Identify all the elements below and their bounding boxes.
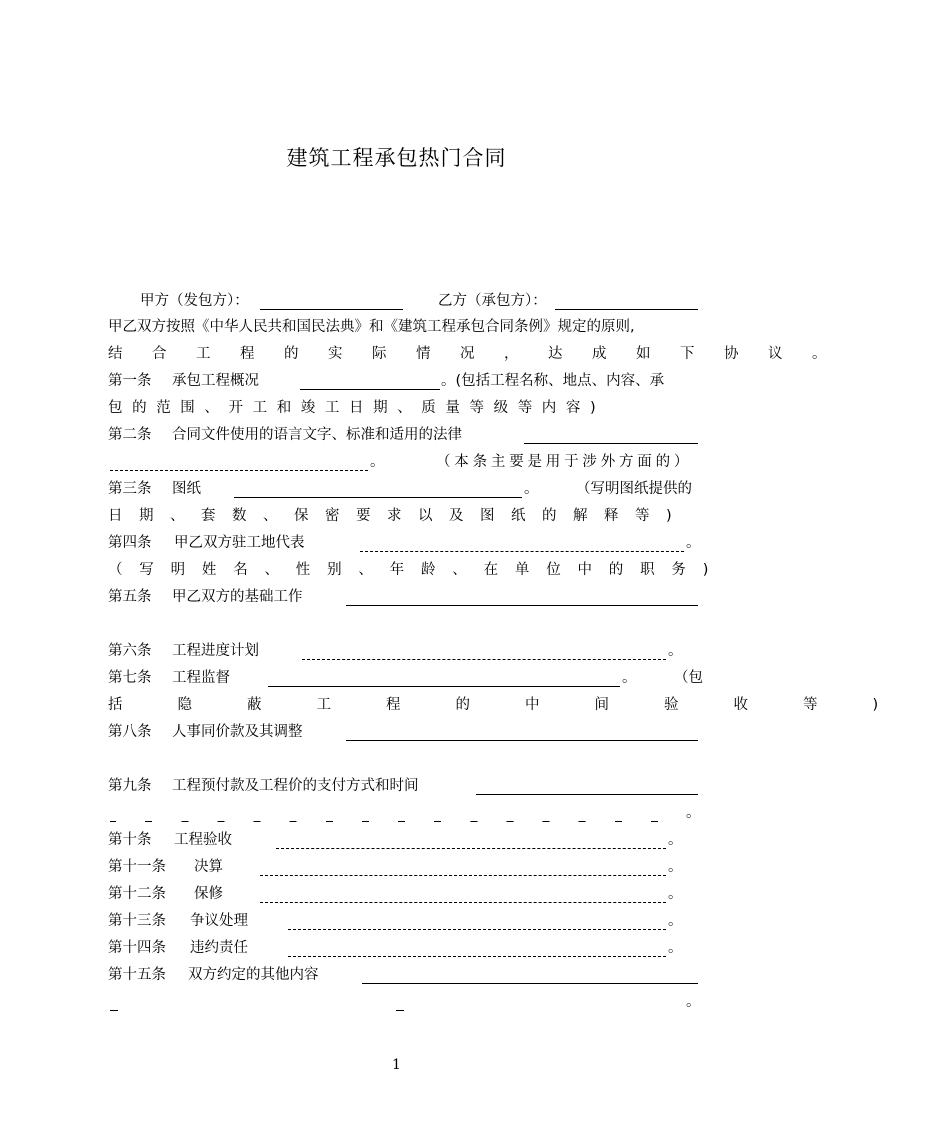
party-b-blank[interactable] xyxy=(555,309,698,310)
article-2-blank-cont[interactable] xyxy=(110,470,368,471)
article-10 xyxy=(108,829,698,851)
article-2-blank[interactable] xyxy=(524,443,698,444)
article-10-blank[interactable] xyxy=(276,848,666,849)
article-9-cont xyxy=(108,802,701,824)
article-13-blank[interactable] xyxy=(288,929,666,930)
article-4-title: 甲乙双方驻工地代表 xyxy=(174,535,305,551)
article-7-blank[interactable] xyxy=(268,686,620,687)
article-12-end: 。 xyxy=(668,886,683,902)
article-4-end: 。 xyxy=(686,535,701,551)
article-5-label: 第五条 xyxy=(108,589,152,605)
article-13-end: 。 xyxy=(668,913,683,929)
article-15-end: 。 xyxy=(686,994,701,1010)
article-3-title: 图纸 xyxy=(172,481,201,497)
article-12 xyxy=(108,883,698,905)
article-14-label: 第十四条 xyxy=(108,940,166,956)
article-11-label: 第十一条 xyxy=(108,859,166,875)
article-14-title: 违约责任 xyxy=(190,940,248,956)
article-14-blank[interactable] xyxy=(288,956,666,957)
article-12-title: 保修 xyxy=(194,886,223,902)
article-7-note-cont: 括隐蔽工程的中间验收等) xyxy=(108,697,933,713)
article-1-note-cont: 包的范围、开工和竣工日期、质量等级等内容) xyxy=(108,400,606,416)
preamble: 甲乙双方按照《中华人民共和国民法典》和《建筑工程承包合同条例》规定的原则, xyxy=(108,319,635,335)
article-3-label: 第三条 xyxy=(108,481,152,497)
party-a-label: 甲方（发包方）： xyxy=(140,293,249,309)
document-title: 建筑工程承包热门合同 xyxy=(286,146,507,170)
article-7 xyxy=(108,667,703,689)
article-6-title: 工程进度计划 xyxy=(172,643,259,659)
article-6-label: 第六条 xyxy=(108,643,152,659)
article-14-end: 。 xyxy=(668,940,683,956)
article-1 xyxy=(108,370,698,392)
preamble-cont xyxy=(108,343,856,365)
preamble-cont-text: 结合工程的实际情况，达成如下协议。 xyxy=(108,346,856,362)
article-5 xyxy=(108,586,698,608)
article-15-title: 双方约定的其他内容 xyxy=(188,967,319,983)
article-3-note-cont: 日期、套数、保密要求以及图纸的解释等) xyxy=(108,508,689,524)
page-number: 1 xyxy=(392,1057,401,1073)
party-b-label: 乙方（承包方）： xyxy=(438,293,547,309)
article-5-title: 甲乙双方的基础工作 xyxy=(172,589,303,605)
article-8 xyxy=(108,721,698,743)
article-9-label: 第九条 xyxy=(108,778,152,794)
article-11 xyxy=(108,856,698,878)
article-4-label: 第四条 xyxy=(108,535,152,551)
party-a-blank[interactable] xyxy=(260,309,403,310)
article-7-label: 第七条 xyxy=(108,670,152,686)
article-10-title: 工程验收 xyxy=(174,832,232,848)
parties-line xyxy=(108,290,698,312)
article-9 xyxy=(108,775,698,797)
article-15-cont xyxy=(108,991,701,1013)
article-7-end: 。 xyxy=(622,670,637,686)
article-12-label: 第十二条 xyxy=(108,886,166,902)
article-13-title: 争议处理 xyxy=(190,913,248,929)
article-9-blank-cont[interactable] xyxy=(110,821,670,822)
article-9-blank[interactable] xyxy=(476,794,698,795)
article-6-end: 。 xyxy=(668,643,683,659)
article-4-note-cont: （写明姓名、性别、年龄、在单位中的职务) xyxy=(108,562,726,578)
article-6 xyxy=(108,640,698,662)
article-3 xyxy=(108,478,698,500)
article-10-label: 第十条 xyxy=(108,832,152,848)
article-3-blank[interactable] xyxy=(234,497,522,498)
article-15-label: 第十五条 xyxy=(108,967,166,983)
article-13-label: 第十三条 xyxy=(108,913,166,929)
article-11-end: 。 xyxy=(668,859,683,875)
article-4-blank[interactable] xyxy=(360,551,684,552)
article-14 xyxy=(108,937,698,959)
article-15 xyxy=(108,964,698,986)
article-8-title: 人事同价款及其调整 xyxy=(172,724,303,740)
article-2-label: 第二条 xyxy=(108,427,152,443)
article-6-blank[interactable] xyxy=(302,659,666,660)
article-9-title: 工程预付款及工程价的支付方式和时间 xyxy=(172,778,419,794)
article-1-blank[interactable] xyxy=(300,389,440,390)
article-2-title: 合同文件使用的语言文字、标准和适用的法律 xyxy=(172,427,462,443)
article-5-blank[interactable] xyxy=(346,605,698,606)
article-2 xyxy=(108,424,698,446)
article-9-end: 。 xyxy=(686,805,701,821)
article-15-blank-cont-2[interactable] xyxy=(396,1010,404,1011)
article-8-label: 第八条 xyxy=(108,724,152,740)
article-15-blank[interactable] xyxy=(362,983,698,984)
article-11-blank[interactable] xyxy=(260,875,666,876)
article-15-blank-cont-1[interactable] xyxy=(110,1010,118,1011)
article-2-note: （本条主要是用于涉外方面的） xyxy=(436,454,693,470)
article-8-blank[interactable] xyxy=(346,740,698,741)
article-2-end: 。 xyxy=(370,454,385,470)
article-12-blank[interactable] xyxy=(260,902,666,903)
article-1-label: 第一条 xyxy=(108,373,152,389)
article-4 xyxy=(108,532,701,554)
article-13 xyxy=(108,910,698,932)
article-3-note: （写明图纸提供的 xyxy=(576,481,692,497)
article-3-end: 。 xyxy=(524,481,539,497)
article-11-title: 决算 xyxy=(194,859,223,875)
article-1-title: 承包工程概况 xyxy=(172,373,259,389)
article-10-end: 。 xyxy=(668,832,683,848)
article-1-note: 。(包括工程名称、地点、内容、承 xyxy=(441,373,665,389)
article-7-note: （包 xyxy=(674,670,703,686)
article-2-cont xyxy=(108,451,698,473)
article-7-title: 工程监督 xyxy=(172,670,230,686)
